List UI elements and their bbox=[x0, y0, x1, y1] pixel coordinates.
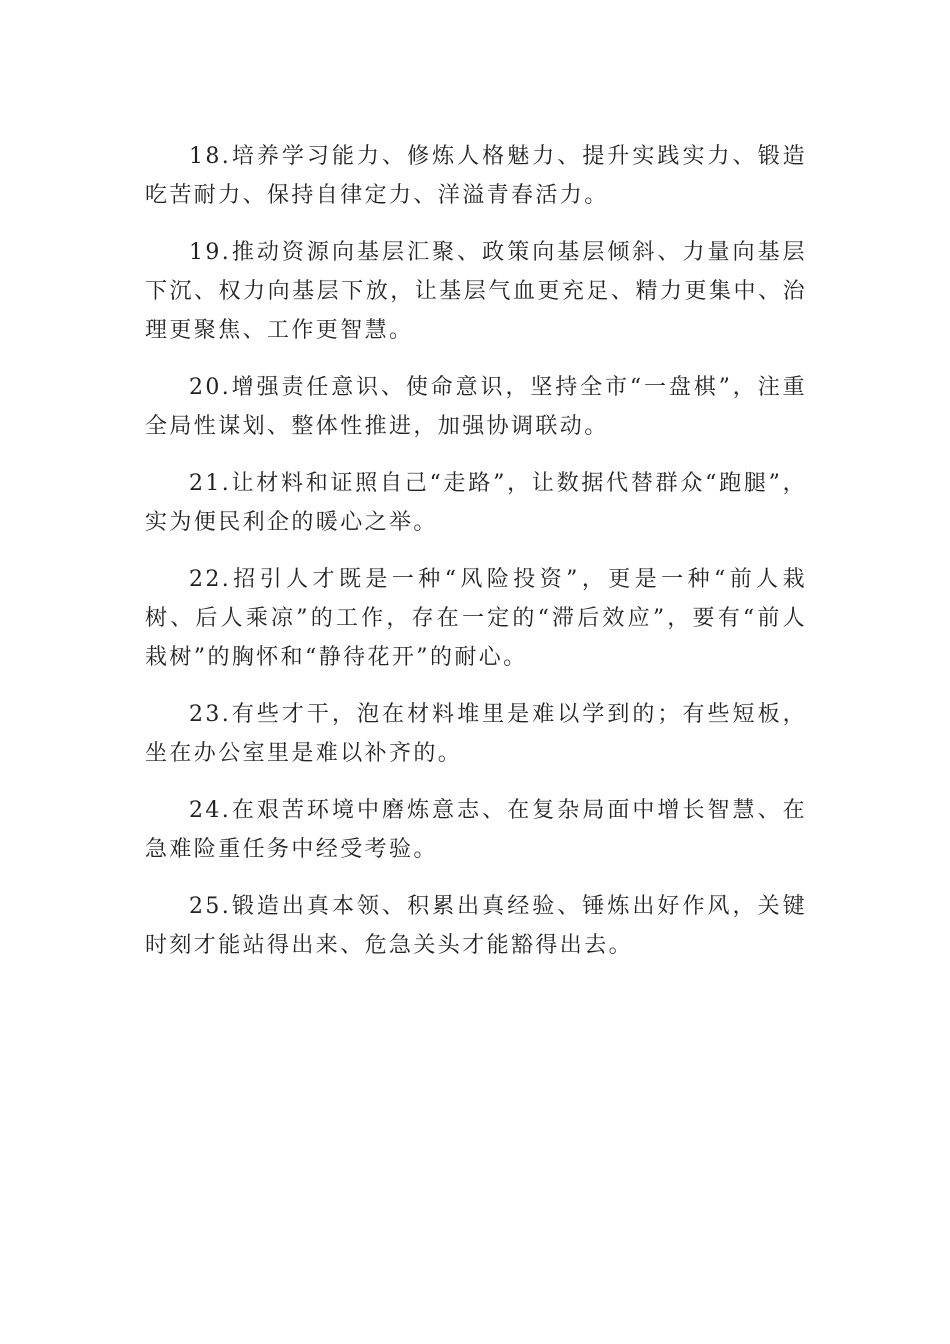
paragraph-19: 19.推动资源向基层汇聚、政策向基层倾斜、力量向基层下沉、权力向基层下放，让基层气血更充足、精力更集中、治理更聚焦、工作更智慧。 bbox=[145, 240, 807, 343]
document-body bbox=[145, 137, 807, 983]
paragraph-18: 18.培养学习能力、修炼人格魅力、提升实践实力、锻造吃苦耐力、保持自律定力、洋溢青春活力。 bbox=[145, 144, 807, 208]
paragraph-23: 23.有些才干，泡在材料堆里是难以学到的；有些短板，坐在办公室里是难以补齐的。 bbox=[145, 702, 807, 766]
paragraph-21: 21.让材料和证照自己“走路”，让数据代替群众“跑腿”，实为便民利企的暖心之举。 bbox=[145, 471, 807, 535]
paragraph-24: 24.在艰苦环境中磨炼意志、在复杂局面中增长智慧、在急难险重任务中经受考验。 bbox=[145, 798, 807, 862]
paragraph-25: 25.锻造出真本领、积累出真经验、锤炼出好作风，关键时刻才能站得出来、危急关头才能豁得出去。 bbox=[145, 894, 807, 958]
paragraph-22: 22.招引人才既是一种“风险投资”，更是一种“前人栽树、后人乘凉”的工作，存在一定的“滞后效应”，要有“前人栽树”的胸怀和“静待花开”的耐心。 bbox=[145, 567, 807, 670]
paragraph-20: 20.增强责任意识、使命意识，坚持全市“一盘棋”，注重全局性谋划、整体性推进，加强协调联动。 bbox=[145, 375, 807, 439]
